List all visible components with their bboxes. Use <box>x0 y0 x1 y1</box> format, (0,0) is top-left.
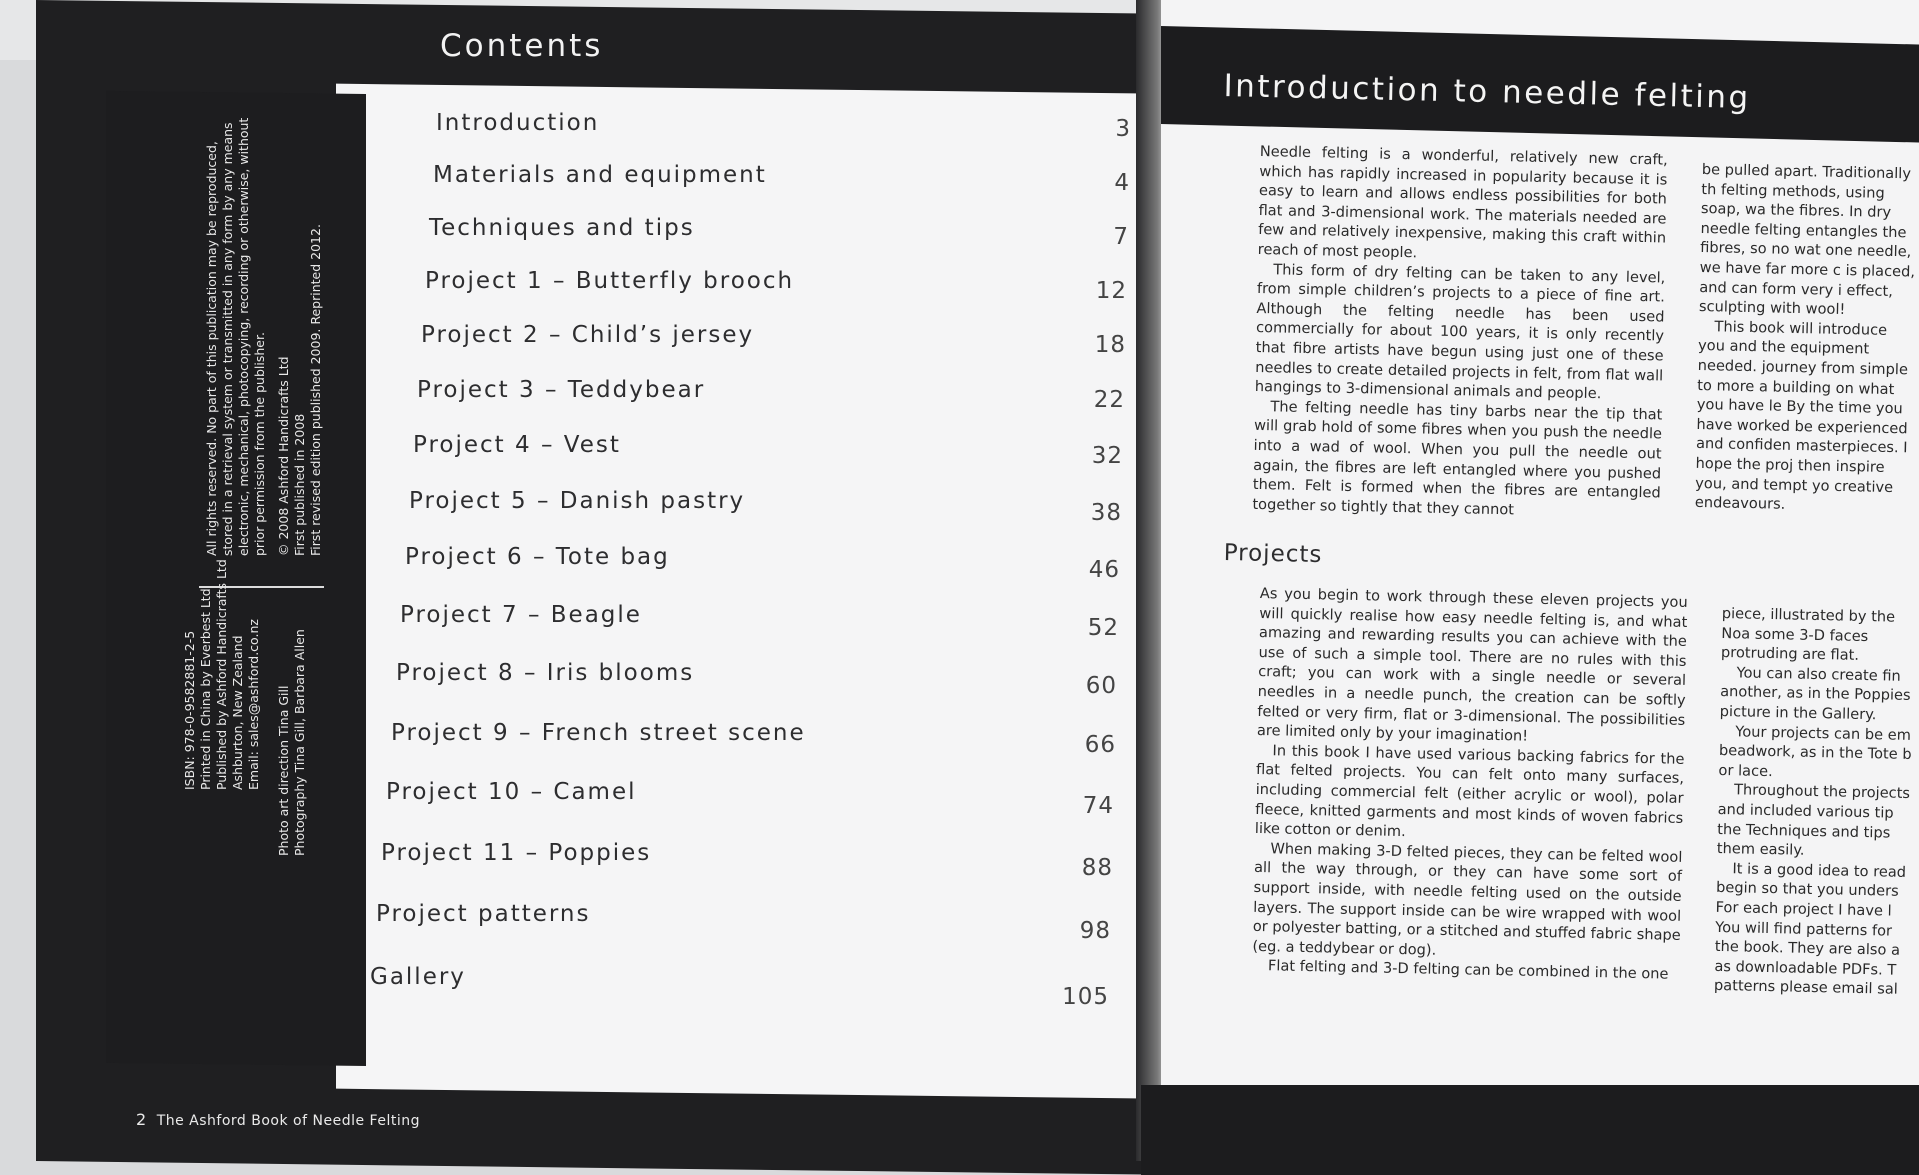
paragraph: This book will introduce you and the equipment needed. journey from simple to more a building on what you have le By the time you have worked be experienced and confiden masterpieces. I hope the proj then inspire you, and tempt yo creative endeavours. <box>1694 318 1909 513</box>
toc-item-label: Project 11 – Poppies <box>381 840 652 866</box>
toc-item-label: Project 10 – Camel <box>386 779 637 805</box>
rights-text <box>204 118 324 556</box>
toc-item-label: Project 5 – Danish pastry <box>409 488 746 514</box>
toc-item-page: 7 <box>1113 224 1129 250</box>
paragraph: Flat felting and 3-D felting can be combined in the one <box>1267 957 1669 983</box>
edition-line: First published in 2008 <box>292 413 307 556</box>
paragraph: When making 3-D felted pieces, they can be felted wool all the way through, or they can have some sort of support inside, with needle felting used on the outside layers. The support inside can be wire wrapped with wool or polyester batting, or a stitched and stuffed fabric shape (eg. a teddybear or dog). <box>1252 839 1683 959</box>
paragraph: Your projects can be em beadwork, as in the Tote b or lace. <box>1718 722 1912 780</box>
paragraph: It is a good idea to read begin so that you unders For each project I have l You will find patterns for the book. They are also a as downloadable PDFs. T patterns please email sal <box>1713 859 1907 999</box>
paragraph: You can also create fin another, as in the Poppies picture in the Gallery. <box>1719 664 1911 724</box>
right-footer-band <box>1141 1085 1919 1175</box>
toc-item-page: 105 <box>1062 984 1109 1010</box>
toc-item-page: 12 <box>1095 278 1127 304</box>
toc-item-page: 4 <box>1114 170 1130 196</box>
toc-item-page: 22 <box>1093 387 1125 413</box>
paragraph: The felting needle has tiny barbs near the tip that will grab hold of some fibres when you push the needle into a wad of wool. When you pull the needle out again, the fibres are left entangled where you pushed them. Felt is formed when the fibres are entangled together so tightly that they cannot <box>1252 397 1663 519</box>
publisher-line: Published by Ashford Handicrafts Ltd <box>214 559 229 790</box>
edition-line: First revised edition published 2009. Reprinted 2012. <box>308 224 323 556</box>
toc-item-page: 46 <box>1088 557 1120 583</box>
page-footer <box>136 1110 420 1129</box>
isbn: ISBN: 978-0-9582881-2-5 <box>182 630 197 790</box>
credit-line: Photography Tina Gill, Barbara Allen <box>292 629 307 856</box>
intro-title: Introduction to needle felting <box>1223 68 1752 116</box>
projects-column-2 <box>1714 604 1919 1000</box>
paragraph: In this book I have used various backing fabrics for the flat felted projects. You can felt onto many surfaces, including commercial felt (either acrylic or wool), polar fleece, knitted garments and most kinds of woven fabrics like cotton or denim. <box>1254 742 1685 841</box>
page-number: 2 <box>136 1110 147 1129</box>
paragraph: Needle felting is a wonderful, relatively new craft, which has rapidly increased in popularity because it is easy to learn and allows endless possibilities for both flat and 3-dimensional work. The materials needed are few and relatively inexpensive, making this craft within reach of most people. <box>1257 142 1668 262</box>
toc-item-label: Project 3 – Teddybear <box>417 377 706 403</box>
paragraph: Throughout the projects and included various tip the Techniques and tips them easily. <box>1716 781 1911 859</box>
toc-item-page: 88 <box>1081 855 1113 881</box>
publisher-text <box>182 559 262 790</box>
toc-item-label: Project patterns <box>376 901 591 927</box>
publisher-line: Ashburton, New Zealand <box>230 635 245 790</box>
intro-column-1 <box>1252 142 1668 523</box>
toc-item-label: Project 9 – French street scene <box>391 720 806 746</box>
projects-heading: Projects <box>1223 540 1323 569</box>
publisher-line: Printed in China by Everbest Ltd <box>198 588 213 790</box>
toc-item-label: Gallery <box>370 964 466 990</box>
intro-column-2 <box>1695 160 1919 517</box>
toc-item-label: Introduction <box>436 110 600 136</box>
credit-line: Photo art direction Tina Gill <box>276 685 291 856</box>
credits-text <box>276 629 308 856</box>
toc-item-page: 74 <box>1082 793 1114 819</box>
toc-item-label: Project 4 – Vest <box>413 432 621 458</box>
rights-line: electronic, mechanical, photocopying, recording or otherwise, without <box>236 117 251 556</box>
paragraph: This form of dry felting can be taken to any level, from simple children’s projects to a piece of fine art. Although the felting needle has been used commercially for about 100 years, it is only recently that fibre artists have begun using just one of these needles to create detailed projects in felt, from flat wall hangings to 3-dimensional animals and people. <box>1254 260 1666 403</box>
paragraph: As you begin to work through these eleven projects you will quickly realise how easy needle felting is, and what amazing and rewarding results you can achieve with the use of such a simple tool. There are no rules with this craft; you can work with a single needle or several needles in a needle punch, the creation can be softly felted or very firm, flat or 3-dimensional. The possibilities are limited only by your imagination! <box>1256 584 1688 745</box>
toc-item-label: Project 6 – Tote bag <box>405 544 670 570</box>
toc-item-label: Project 8 – Iris blooms <box>396 660 695 686</box>
toc-item-page: 66 <box>1084 732 1116 758</box>
projects-column-1 <box>1252 584 1688 985</box>
running-title: The Ashford Book of Needle Felting <box>156 1113 420 1129</box>
toc-item-page: 18 <box>1094 332 1126 358</box>
toc-item-page: 38 <box>1090 500 1122 526</box>
toc-item-label: Project 2 – Child’s jersey <box>421 322 755 348</box>
toc-item-label: Project 1 – Butterfly brooch <box>425 268 795 294</box>
contents-title: Contents <box>440 28 604 64</box>
toc-item-label: Techniques and tips <box>429 215 695 241</box>
paragraph: be pulled apart. Traditionally th felting methods, using soap, wa the fibres. In dry needle felting entangles the fibres, so no wat one needle, we have far more c is placed, and can form very i effect, sculpting with wool! <box>1698 160 1916 319</box>
toc-item-page: 60 <box>1085 673 1117 699</box>
toc-item-page: 98 <box>1079 918 1111 944</box>
rights-line: All rights reserved. No part of this publication may be reproduced, <box>204 141 219 556</box>
edition-line: © 2008 Ashford Handicrafts Ltd <box>276 356 291 556</box>
paragraph: piece, illustrated by the Noa some 3-D faces protruding are flat. <box>1720 604 1896 665</box>
toc-item-label: Project 7 – Beagle <box>400 602 642 628</box>
publisher-line: Email: sales@ashford.co.nz <box>246 619 261 790</box>
rights-line: stored in a retrieval system or transmitted in any form by any means <box>220 122 235 556</box>
rights-line: prior permission from the publisher. <box>252 332 267 556</box>
toc-item-label: Materials and equipment <box>433 162 767 188</box>
toc-item-page: 3 <box>1115 116 1131 142</box>
toc-item-page: 32 <box>1091 443 1123 469</box>
toc-item-page: 52 <box>1087 615 1119 641</box>
